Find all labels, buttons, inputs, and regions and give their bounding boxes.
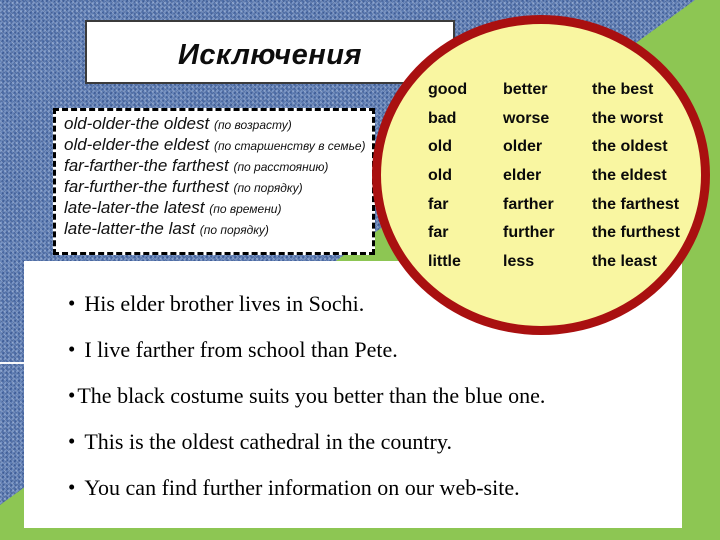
table-cell: elder bbox=[503, 167, 542, 185]
exception-translation: (по старшенству в семье) bbox=[213, 139, 366, 153]
example-item bbox=[68, 475, 672, 501]
table-cell: the eldest bbox=[592, 167, 667, 185]
comparison-table bbox=[428, 76, 680, 276]
exception-translation: (по возрасту) bbox=[213, 118, 292, 132]
example-text: This is the oldest cathedral in the country. bbox=[84, 429, 452, 454]
table-cell: older bbox=[503, 138, 543, 156]
table-cell: old bbox=[428, 167, 452, 185]
table-cell: better bbox=[503, 81, 548, 99]
slide-title: Исключения bbox=[177, 38, 363, 71]
exception-forms: old-elder-the eldest bbox=[64, 135, 214, 154]
table-cell: little bbox=[428, 252, 461, 270]
exceptions-note-box bbox=[53, 108, 375, 255]
exception-translation: (по порядку) bbox=[233, 181, 303, 195]
exception-translation: (по расстоянию) bbox=[233, 160, 329, 174]
bullet-icon: • bbox=[68, 429, 76, 453]
table-cell: bad bbox=[428, 109, 457, 127]
table-cell: far bbox=[428, 224, 449, 242]
exception-translation: (по порядку) bbox=[199, 223, 269, 237]
example-item bbox=[68, 429, 672, 455]
exception-forms: late-latter-the last bbox=[64, 219, 200, 238]
table-cell: far bbox=[428, 195, 449, 213]
table-cell: the furthest bbox=[592, 224, 680, 242]
table-cell: the worst bbox=[592, 109, 664, 127]
comparison-oval bbox=[372, 15, 710, 335]
example-item bbox=[68, 337, 672, 363]
table-cell: the least bbox=[592, 252, 657, 270]
bullet-icon: • bbox=[68, 291, 76, 315]
left-divider-line bbox=[0, 362, 25, 364]
example-text: The black costume suits you better than the blue one. bbox=[77, 383, 546, 408]
exception-forms: far-farther-the farthest bbox=[64, 156, 234, 175]
exception-translation: (по времени) bbox=[209, 202, 282, 216]
table-cell: old bbox=[428, 138, 452, 156]
table-cell: the farthest bbox=[592, 195, 680, 213]
exception-forms: old-older-the oldest bbox=[64, 114, 214, 133]
example-text: You can find further information on our web-site. bbox=[84, 475, 520, 500]
bullet-icon: • bbox=[68, 383, 76, 407]
table-cell: the best bbox=[592, 81, 654, 99]
table-cell: further bbox=[503, 224, 555, 242]
exceptions-note-text bbox=[64, 114, 366, 240]
bullet-icon: • bbox=[68, 337, 76, 361]
example-item bbox=[68, 383, 672, 409]
table-cell: the oldest bbox=[592, 138, 668, 156]
exception-forms: far-further-the furthest bbox=[64, 177, 234, 196]
table-cell: less bbox=[503, 252, 535, 270]
example-text: I live farther from school than Pete. bbox=[84, 337, 398, 362]
exception-forms: late-later-the latest bbox=[64, 198, 210, 217]
table-cell: worse bbox=[503, 109, 550, 127]
title-box bbox=[85, 20, 455, 84]
table-cell: good bbox=[428, 81, 468, 99]
table-cell: farther bbox=[503, 195, 554, 213]
bullet-icon: • bbox=[68, 475, 76, 499]
example-text: His elder brother lives in Sochi. bbox=[84, 291, 365, 316]
